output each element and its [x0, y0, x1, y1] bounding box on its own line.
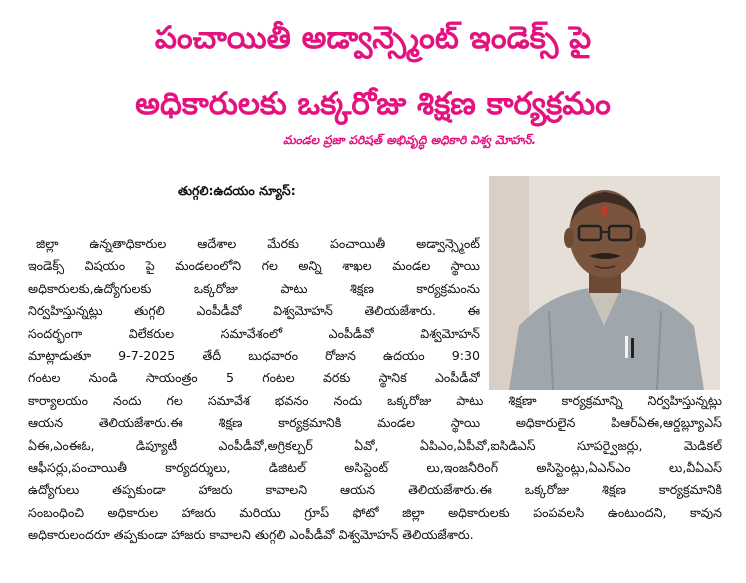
headline-line-1: పంచాయితీ అడ్వాన్స్మెంట్ ఇండెక్స్ పై — [154, 20, 592, 56]
article-line: ఏఈ,ఎంఈఓ, డిప్యూటీ ఎంపీడీవో,అగ్రికల్చర్ ఏవో, ఏపిఎం,ఏపీవో,ఐసిడిఎస్ సూపర్వైజర్లు, మెడికల్ — [28, 437, 722, 453]
byline: మండల ప్రజా పరిషత్ అభివృద్ధి అధికారి విశ్వ మోహన్. — [282, 133, 536, 147]
article-line: అధికారులందరూ తప్పకుండా హాజరు కావాలని తుగ్గలి ఎంపీడీవో విశ్వమోహన్ తెలియజేశారు. — [28, 527, 474, 543]
article-line: ఆయన తెలియజేశారు.ఈ శిక్షణ కార్యక్రమానికి మండల స్థాయి అధికారులైన పిఆర్ఏఈ,ఆర్డబ్ల్యూఎస్ — [28, 415, 722, 431]
article-line: ఇండెక్స్ విషయం పై మండలంలోని గల అన్ని శాఖల మండల స్థాయి — [28, 258, 480, 274]
article-line: కార్యాలయం నందు గల సమావేశ భవనం నందు ఒక్కరోజు పాటు శిక్షణా కార్యక్రమాన్ని నిర్వహిస్తున్నట్లు — [28, 392, 722, 408]
article-line: సంబంధించి అధికారుల హాజరు మరియు గ్రూప్ ఫోటో జిల్లా అధికారులకు పంపవలసి ఉంటుందని, కావున — [28, 504, 722, 520]
article-line: సందర్భంగా విలేకరుల సమావేశంలో ఎంపీడీవో విశ్వమోహన్ — [28, 325, 480, 341]
article-line: ఆఫీసర్లు,పంచాయితీ కార్యదర్శులు, డిజిటల్ అసిస్టెంట్ లు,ఇంజనీరింగ్ అసిస్టెంట్లు,ఏఎన్ఎం లు,వీఏఎస్ — [28, 459, 722, 475]
headline-line-2: అధికారులకు ఒక్కరోజు శిక్షణ కార్యక్రమం — [135, 86, 611, 122]
article-line: జిల్లా ఉన్నతాధికారుల ఆదేశాల మేరకు పంచాయితీ అడ్వాన్స్మెంట్ — [36, 236, 480, 251]
article-line: నిర్వహిస్తున్నట్లు తుగ్గలి ఎంపీడీవో విశ్వమోహన్ తెలియజేశారు. ఈ — [28, 303, 480, 319]
article-line: అధికారులకు,ఉద్యోగులకు ఒక్కరోజు పాటు శిక్షణ కార్యక్రమంను — [28, 280, 480, 296]
article-line: ఉద్యోగులు తప్పకుండా హాజరు కావాలని ఆయన తెలియజేశారు.ఈ ఒక్కరోజు శిక్షణ కార్యక్రమానికి — [28, 482, 722, 498]
article-body — [28, 233, 722, 546]
article-line: గంటల నుండి సాయంత్రం 5 గంటల వరకు స్థానిక ఎంపీడీవో — [28, 370, 480, 386]
article-line: మాట్లాడుతూ 9-7-2025 తేదీ బుధవారం రోజున ఉదయం 9:30 — [28, 347, 480, 363]
dateline: తుగ్గలి:ఉదయం న్యూస్: — [178, 183, 296, 198]
